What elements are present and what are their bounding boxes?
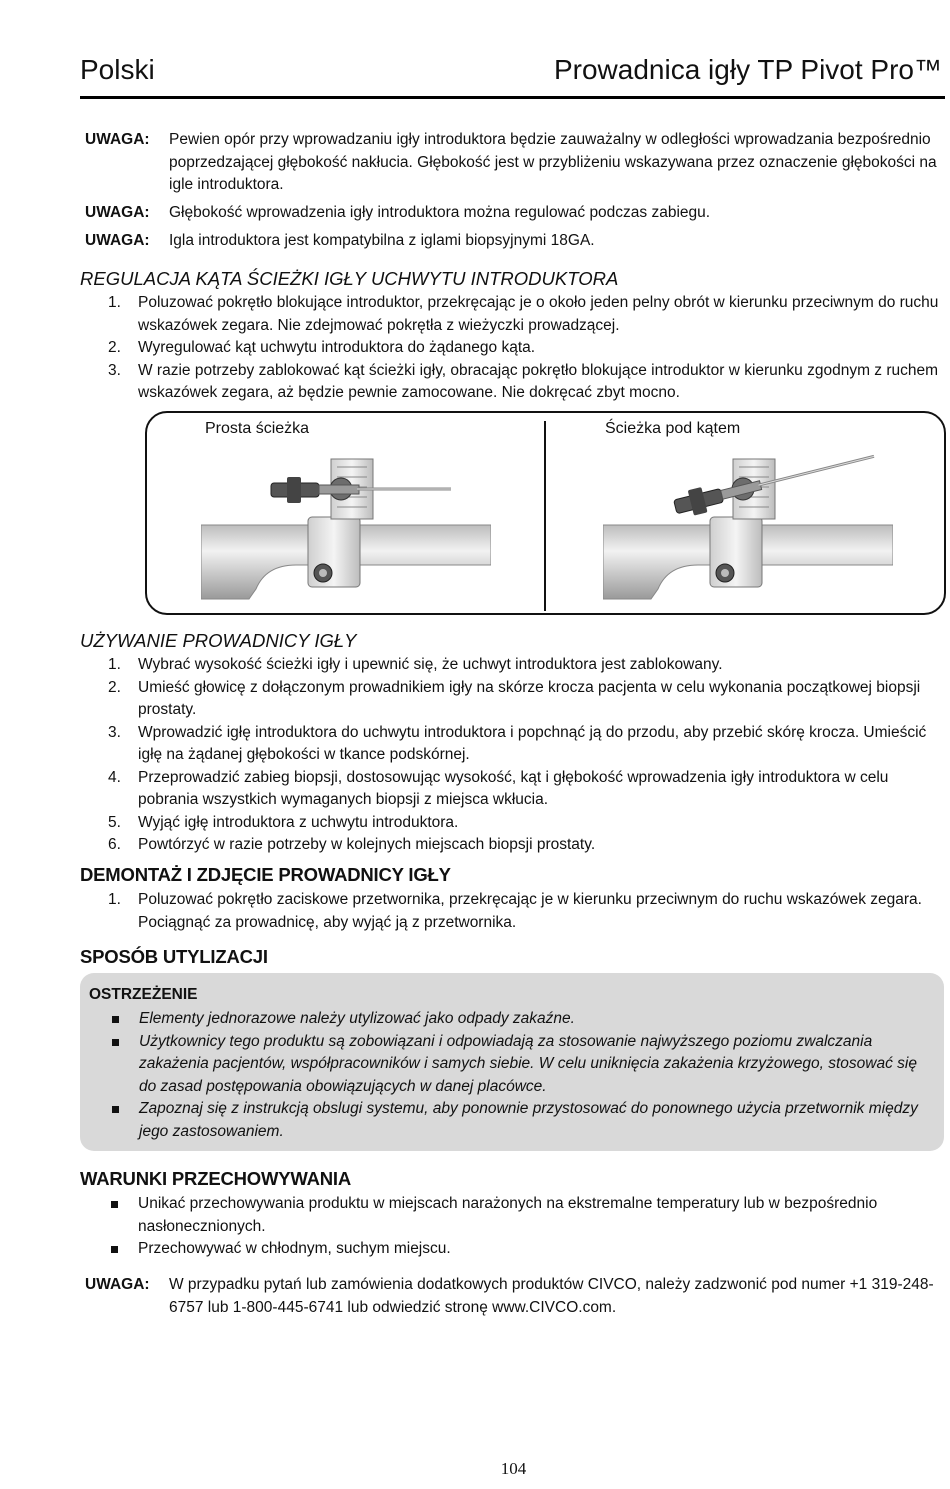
bullet-icon [110, 1031, 139, 1099]
step-number: 4. [108, 768, 121, 786]
list-item [108, 292, 943, 337]
header-language: Polski [80, 54, 155, 85]
section-title-storage: WARUNKI PRZECHOWYWANIA [80, 1168, 352, 1189]
step-text: Wybrać wysokość ścieżki igły i upewnić się, że uchwyt introduktora jest zablokowany. [138, 656, 723, 673]
step-number: 2. [108, 339, 121, 356]
note-label: UWAGA: [85, 1276, 150, 1293]
list-item [109, 1193, 899, 1238]
step-text: Wyjąć igłę introduktora z uchwytu introduktora. [138, 813, 459, 831]
list-item [108, 677, 943, 722]
note [85, 129, 945, 197]
list-item [108, 654, 943, 677]
list-item-text: Użytkownicy tego produktu są zobowiązani i odpowiadają za stosowanie najwyższego poziomu zwalczania zakażenia pacjentów, współpracowników i samych siebie. W celu uniknięcia zakażenia krzyżowego, stosować się do zasad postępowania obowiązujących w danej placówce. [139, 1032, 917, 1095]
step-text: Wprowadzić igłę introduktora do uchwytu introduktora i popchnąć ją do przodu, aby przebić skórę krocza. Umieścić igłę na żądanej głębokości w tkance podskórnej. [138, 723, 927, 763]
bullet-icon [109, 1193, 138, 1238]
page-number: 104 [500, 1459, 527, 1478]
list-item [108, 337, 943, 360]
step-text: Umieść głowicę z dołączonym prowadnikiem igły na skórze krocza pacjenta w celu wykonania początkowej biopsji prostaty. [138, 678, 921, 718]
note-contact [85, 1274, 945, 1319]
list-item [108, 360, 943, 405]
needle-path-figure [145, 411, 946, 615]
warning-box [80, 973, 944, 1151]
step-text: Powtórzyć w razie potrzeby w kolejnych miejscach biopsji prostaty. [138, 836, 596, 853]
note-label: UWAGA: [85, 232, 150, 249]
list-item-text: Zapoznaj się z instrukcją obslugi systemu, aby ponownie przystosować do ponownego użycia przetwornik między jego zastosowaniem. [139, 1100, 918, 1140]
list-item [108, 834, 943, 857]
bullet-icon [110, 1098, 139, 1143]
angle-steps [108, 292, 943, 405]
remove-steps [108, 889, 943, 934]
list-item [110, 1031, 920, 1099]
list-item [108, 722, 943, 767]
list-item [108, 767, 943, 812]
storage-list [109, 1193, 899, 1261]
note-text: Głębokość wprowadzenia igły introduktora można regulować podczas zabiegu. [169, 204, 711, 221]
step-text: W razie potrzeby zablokować kąt ścieżki igły, obracając pokrętło blokujące introduktor w kierunku zgodnym z ruchem wskazówek zegara, aż będzie pewnie zamocowane. Nie dokręcać zbyt mocno. [138, 361, 939, 401]
step-number: 1. [108, 891, 121, 908]
step-text: Poluzować pokrętło blokujące introduktor, przekręcając je o około jeden pelny obrót w kierunku przeciwnym do ruchu wskazówek zegara. Nie zdejmować pokrętła z wieżyczki prowadzącej. [138, 294, 939, 334]
figure-label-angled: Ścieżka pod kątem [605, 420, 741, 437]
bullet-icon [110, 1008, 139, 1031]
list-item [110, 1008, 920, 1031]
step-number: 2. [108, 678, 121, 696]
list-item-text: Przechowywać w chłodnym, suchym miejscu. [138, 1240, 451, 1257]
straight-path-illustration [201, 449, 491, 609]
note-text: Igla introduktora jest kompatybilna z iglami biopsyjnymi 18GA. [169, 232, 595, 249]
list-item-text: Unikać przechowywania produktu w miejscach narażonych na ekstremalne temperatury lub w bezpośrednio nasłonecznionych. [138, 1195, 878, 1235]
warning-list [110, 1008, 920, 1143]
note-label: UWAGA: [85, 131, 150, 148]
step-number: 3. [108, 361, 121, 379]
step-number: 6. [108, 836, 121, 853]
figure-divider [544, 421, 546, 611]
list-item [108, 812, 943, 835]
section-title-use: UŻYWANIE PROWADNICY IGŁY [80, 630, 357, 651]
note-text: Pewien opór przy wprowadzaniu igły introduktora będzie zauważalny w odległości wprowadzania bezpośrednio poprzedzającej głębokość nakłucia. Głębokość jest w przybliżeniu wskazywana przez oznaczenie głębokości na igle introduktora. [169, 131, 937, 193]
warning-title: OSTRZEŻENIE [89, 986, 198, 1003]
section-title-angle: REGULACJA KĄTA ŚCIEŻKI IGŁY UCHWYTU INTRODUKTORA [80, 268, 619, 289]
header-rule [80, 96, 945, 99]
step-text: Przeprowadzić zabieg biopsji, dostosowując wysokość, kąt i głębokość wprowadzenia igły introduktora w celu pobrania wszystkich wymaganych biopsji z miejsca wkłucia. [138, 768, 889, 808]
list-item [108, 889, 943, 934]
step-text: Poluzować pokrętło zaciskowe przetwornika, przekręcając je w kierunku przeciwnym do ruchu wskazówek zegara. Pociągnąć za prowadnicę, aby wyjąć ją z przetwornika. [138, 891, 922, 931]
note-label: UWAGA: [85, 204, 150, 221]
bullet-icon [109, 1238, 138, 1261]
list-item [109, 1238, 899, 1261]
note-text: W przypadku pytań lub zamówienia dodatkowych produktów CIVCO, należy zadzwonić pod numer +1 319-248-6757 lub 1-800-445-6741 lub odwiedzić stronę www.CIVCO.com. [169, 1276, 934, 1316]
section-title-remove: DEMONTAŻ I ZDJĘCIE PROWADNICY IGŁY [80, 864, 451, 885]
step-number: 5. [108, 813, 121, 831]
section-title-disposal: SPOSÓB UTYLIZACJI [80, 946, 268, 967]
step-number: 3. [108, 723, 121, 741]
use-steps [108, 654, 943, 857]
figure-label-straight: Prosta ścieżka [205, 420, 310, 437]
list-item [110, 1098, 920, 1143]
list-item-text: Elementy jednorazowe należy utylizować jako odpady zakaźne. [139, 1010, 575, 1027]
note [85, 202, 945, 225]
step-text: Wyregulować kąt uchwytu introduktora do żądanego kąta. [138, 339, 536, 356]
angled-path-illustration [603, 449, 893, 609]
step-number: 1. [108, 656, 121, 673]
note [85, 230, 945, 253]
step-number: 1. [108, 294, 121, 311]
header-title: Prowadnica igły TP Pivot Pro™ [553, 54, 942, 85]
